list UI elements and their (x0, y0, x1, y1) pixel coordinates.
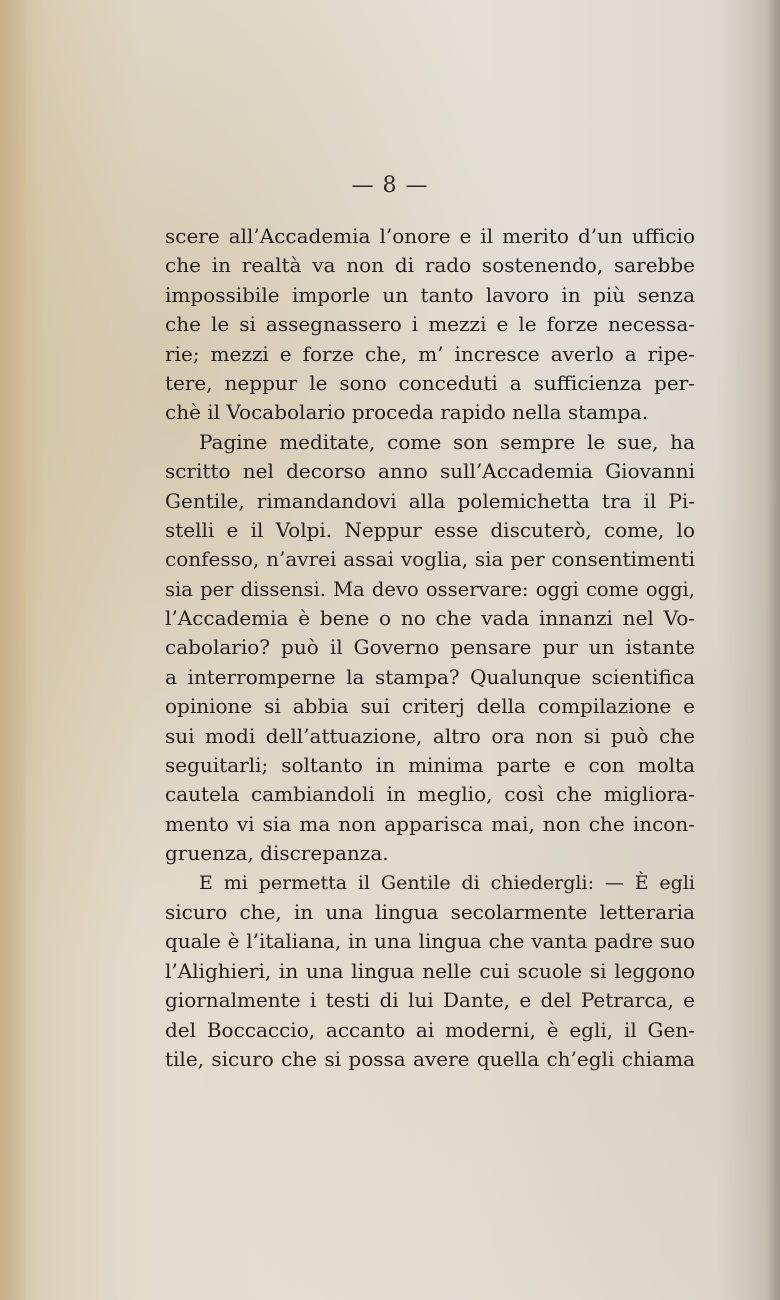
text-line: seguitarli; soltanto in minima parte e con molta (165, 753, 695, 778)
text-line: sicuro che, in una lingua secolarmente letteraria (165, 899, 695, 924)
text-line: impossibile imporle un tanto lavoro in più senza (165, 282, 695, 307)
text-line: sia per dissensi. Ma devo osservare: oggi come oggi, (165, 577, 695, 601)
text-line: a interromperne la stampa? Qualunque scientifica (165, 664, 695, 689)
text-line: cautela cambiandoli in meglio, così che migliora- (165, 782, 695, 807)
text-line: Pagine meditate, come son sempre le sue, ha (199, 429, 695, 454)
text-line: opinione si abbia sui criterj della compilazione e (165, 694, 695, 719)
text-line: rie; mezzi e forze che, m’ incresce averlo a ripe- (165, 341, 695, 366)
text-line: Gentile, rimandandovi alla polemichetta tra il Pi- (165, 488, 695, 513)
text-line: gruenza, discrepanza. (165, 841, 389, 866)
text-line: E mi permetta il Gentile di chiedergli: — È egli (199, 871, 695, 894)
body-text (165, 222, 695, 1074)
text-line: mento vi sia ma non apparisca mai, non che incon- (165, 811, 695, 836)
text-line: scritto nel decorso anno sull’Accademia Giovanni (165, 459, 695, 484)
text-line: l’Accademia è bene o no che vada innanzi nel Vo- (165, 606, 695, 631)
text-line: sui modi dell’attuazione, altro ora non si può che (165, 723, 695, 748)
text-line: che in realtà va non di rado sostenendo, sarebbe (165, 253, 695, 278)
text-line: che le si assegnassero i mezzi e le forze necessa- (165, 312, 695, 337)
text-line: l’Alighieri, in una lingua nelle cui scuole si leggono (165, 958, 695, 983)
text-line: giornalmente i testi di lui Dante, e del Petrarca, e (165, 988, 695, 1013)
text-line: cabolario? può il Governo pensare pur un istante (165, 635, 695, 660)
page-number: — 8 — (351, 173, 429, 198)
text-line: stelli e il Volpi. Neppur esse discuterò, come, lo (165, 517, 695, 542)
text-line: confesso, n’avrei assai voglia, sia per consentimenti (165, 547, 695, 572)
text-line: scere all’Accademia l’onore e il merito d’un ufficio (165, 224, 695, 248)
text-line: chè il Vocabolario proceda rapido nella stampa. (165, 400, 649, 425)
text-line: tile, sicuro che si possa avere quella ch’egli chiama (165, 1046, 695, 1071)
text-line: quale è l’italiana, in una lingua che vanta padre suo (165, 929, 695, 954)
text-line: tere, neppur le sono conceduti a sufficienza per- (165, 370, 695, 395)
text-line: del Boccaccio, accanto ai moderni, è egli, il Gen- (165, 1017, 695, 1042)
